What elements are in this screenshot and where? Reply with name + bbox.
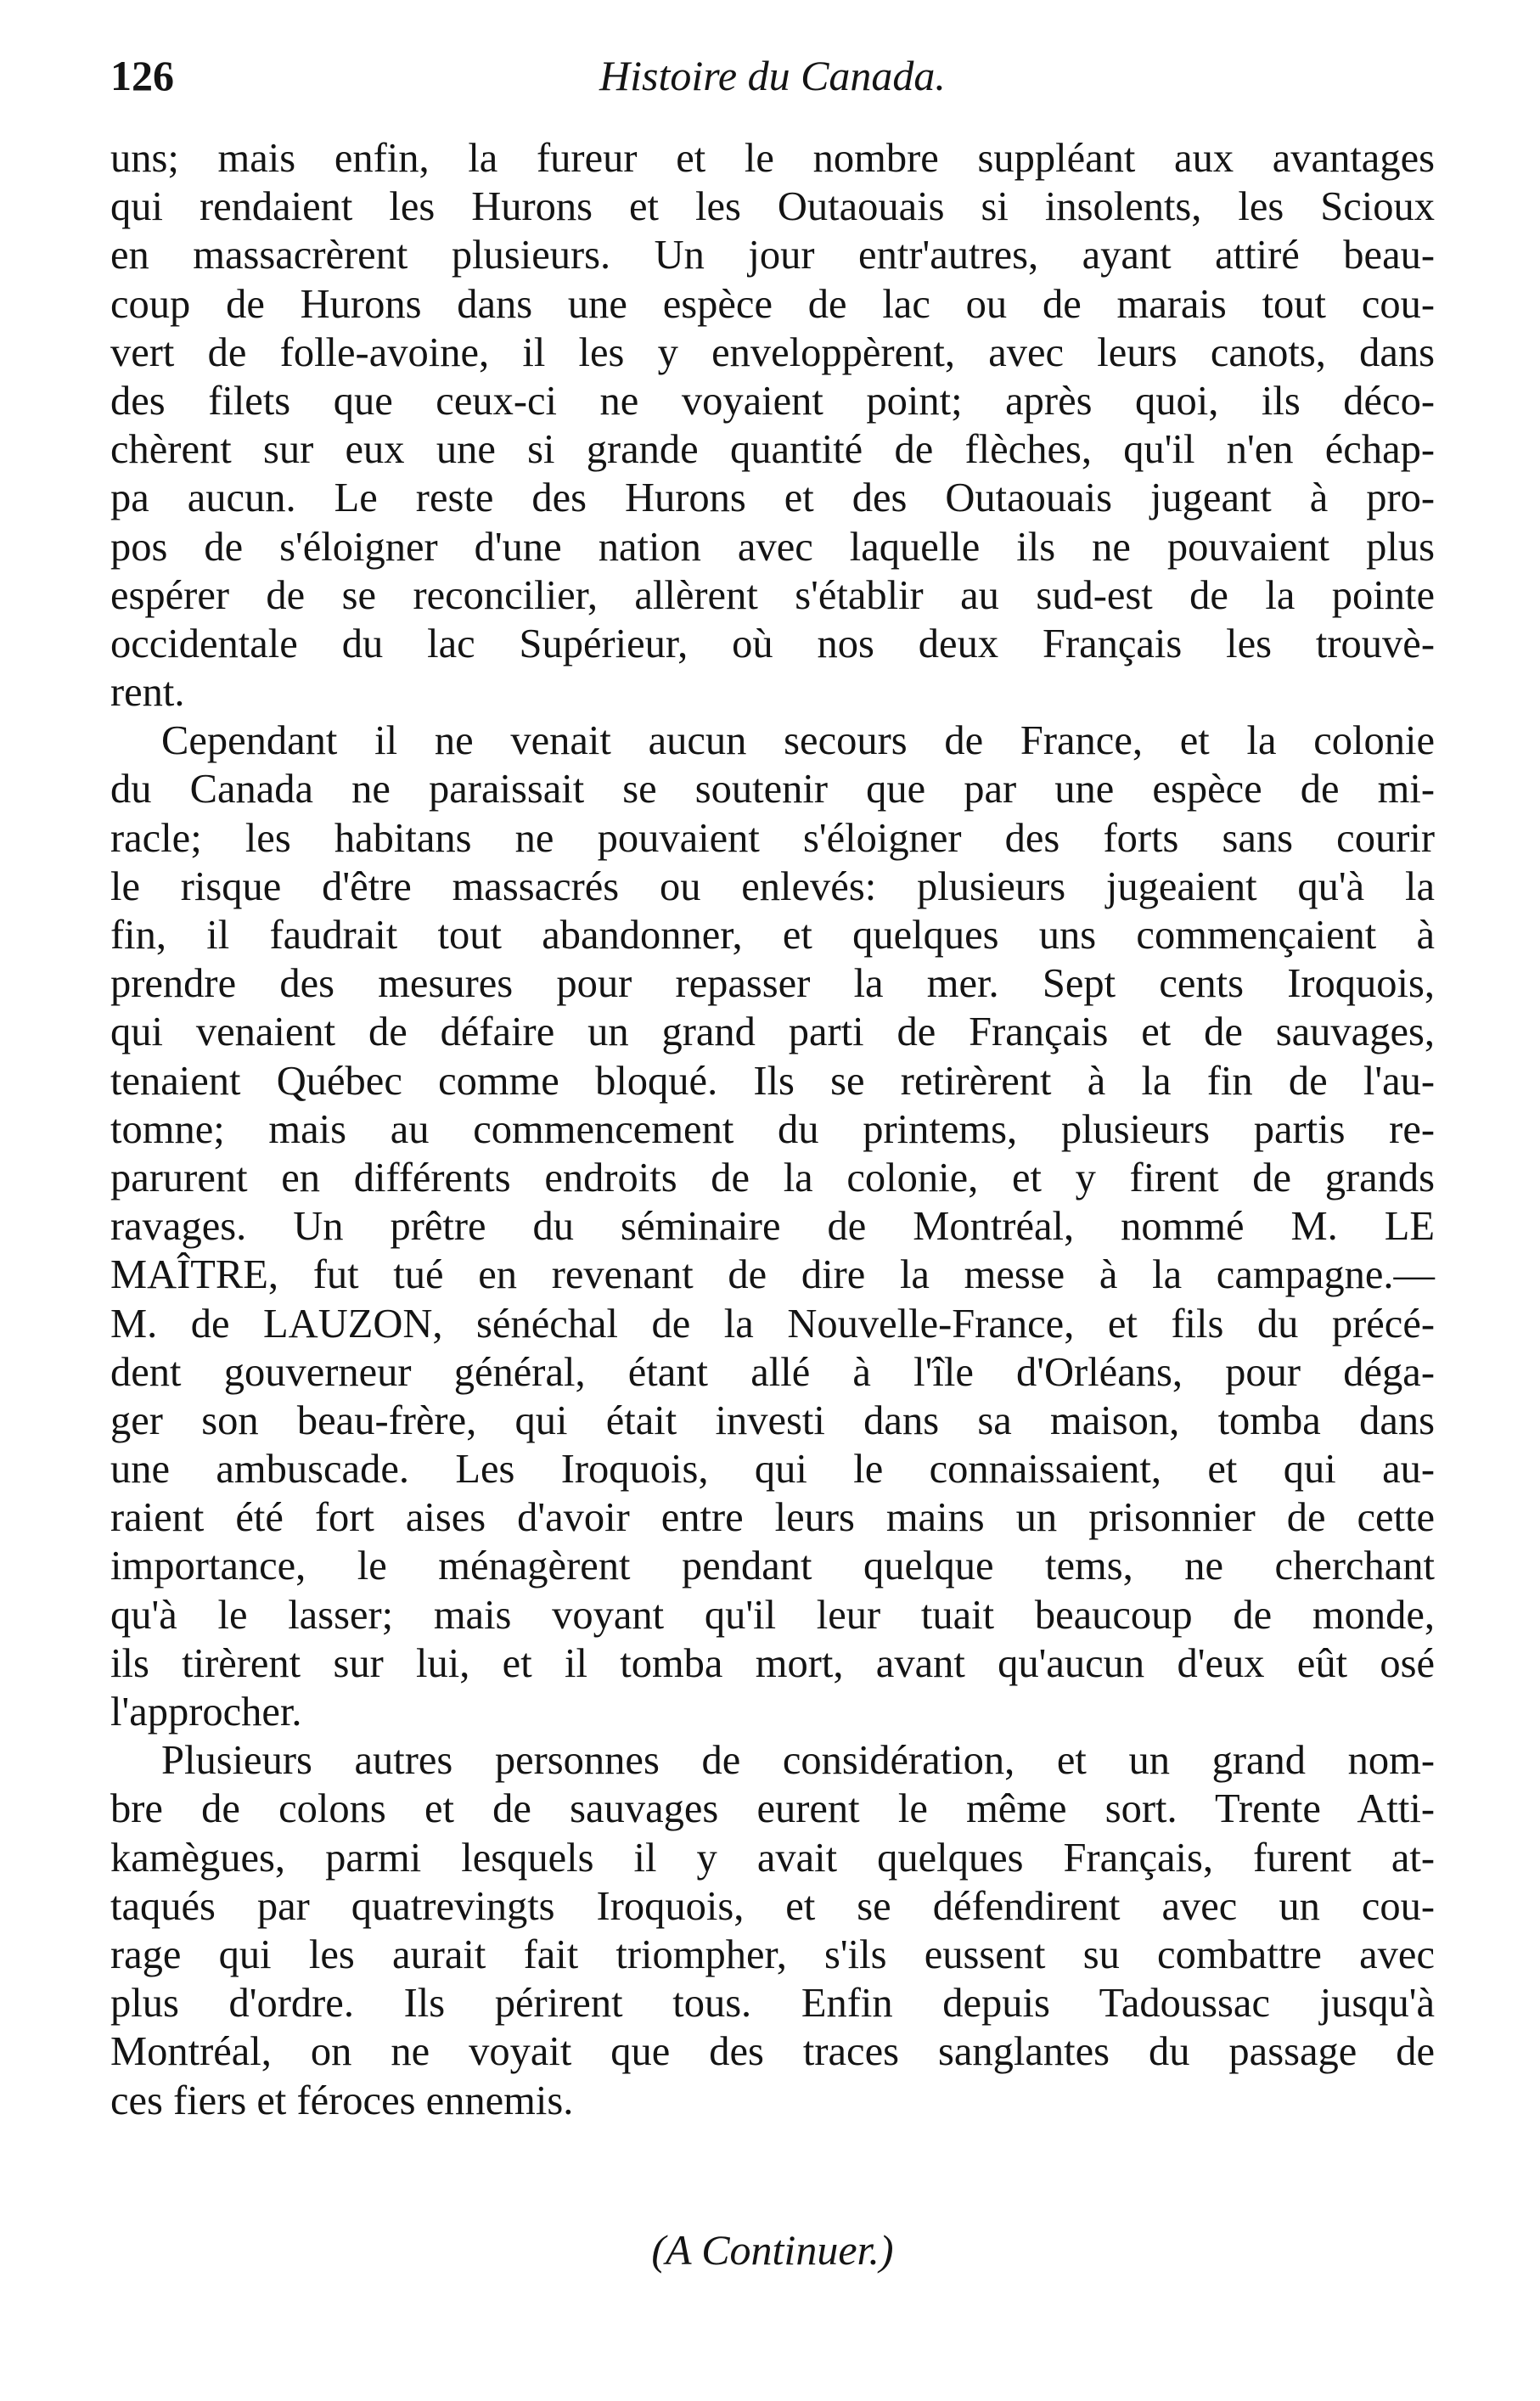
body-text [110, 134, 1435, 2125]
text-line: bre de colons et de sauvages eurent le même sort. Trente Atti- [110, 1786, 1435, 1832]
text-line: pos de s'éloigner d'une nation avec laquelle ils ne pouvaient plus [110, 524, 1435, 570]
text-line: dent gouverneur général, étant allé à l'île d'Orléans, pour déga- [110, 1349, 1435, 1395]
text-line: rent. [110, 670, 185, 716]
text-line: prendre des mesures pour repasser la mer. Sept cents Iroquois, [110, 961, 1435, 1007]
text-line: Cependant il ne venait aucun secours de France, et la colonie [161, 718, 1435, 764]
text-line: occidentale du lac Supérieur, où nos deux Français les trouvè- [110, 621, 1435, 666]
text-line: pa aucun. Le reste des Hurons et des Outaouais jugeant à pro- [110, 475, 1435, 521]
text-line: chèrent sur eux une si grande quantité de flèches, qu'il n'en échap- [110, 427, 1435, 473]
text-line: ils tirèrent sur lui, et il tomba mort, avant qu'aucun d'eux eût osé [110, 1640, 1435, 1686]
text-line: une ambuscade. Les Iroquois, qui le connaissaient, et qui au- [110, 1447, 1435, 1493]
text-line: vert de folle-avoine, il les y enveloppèrent, avec leurs canots, dans [110, 329, 1435, 375]
text-line: plus d'ordre. Ils périrent tous. Enfin depuis Tadoussac jusqu'à [110, 1981, 1435, 2027]
text-line: espérer de se reconcilier, allèrent s'établir au sud-est de la pointe [110, 572, 1435, 618]
text-line: ravages. Un prêtre du séminaire de Montréal, nommé M. LE [110, 1204, 1435, 1250]
text-line: des filets que ceux-ci ne voyaient point; après quoi, ils déco- [110, 378, 1435, 424]
text-line: le risque d'être massacrés ou enlevés: plusieurs jugeaient qu'à la [110, 863, 1435, 909]
text-line: du Canada ne paraissait se soutenir que par une espèce de mi- [110, 767, 1435, 813]
text-line: MAÎTRE, fut tué en revenant de dire la messe à la campagne.— [110, 1252, 1435, 1298]
text-line: en massacrèrent plusieurs. Un jour entr'autres, ayant attiré beau- [110, 233, 1435, 278]
text-line: ger son beau-frère, qui était investi dans sa maison, tomba dans [110, 1397, 1435, 1443]
text-line: tomne; mais au commencement du printems, plusieurs partis re- [110, 1106, 1435, 1152]
page-number: 126 [110, 52, 174, 99]
text-line: parurent en différents endroits de la colonie, et y firent de grands [110, 1155, 1435, 1200]
text-line: ces fiers et féroces ennemis. [110, 2078, 574, 2123]
text-line: Montréal, on ne voyait que des traces sanglantes du passage de [110, 2029, 1435, 2075]
text-line: taqués par quatrevingts Iroquois, et se défendirent avec un cou- [110, 1883, 1435, 1929]
text-line: qui rendaient les Hurons et les Outaouais si insolents, les Scioux [110, 184, 1435, 230]
text-line: rage qui les aurait fait triompher, s'ils eussent su combattre avec [110, 1931, 1435, 1977]
text-line: qu'à le lasser; mais voyant qu'il leur tuait beaucoup de monde, [110, 1592, 1435, 1638]
running-head [110, 51, 1435, 119]
text-line: importance, le ménagèrent pendant quelque tems, ne cherchant [110, 1544, 1435, 1589]
text-line: qui venaient de défaire un grand parti de Français et de sauvages, [110, 1009, 1435, 1055]
text-line: tenaient Québec comme bloqué. Ils se retirèrent à la fin de l'au- [110, 1058, 1435, 1104]
paragraph-1 [110, 134, 1435, 717]
text-line: racle; les habitans ne pouvaient s'éloigner des forts sans courir [110, 815, 1435, 861]
text-line: fin, il faudrait tout abandonner, et quelques uns commençaient à [110, 913, 1435, 958]
text-line: Plusieurs autres personnes de considération, et un grand nom- [161, 1738, 1435, 1784]
running-title: Histoire du Canada. [599, 52, 946, 99]
text-line: M. de LAUZON, sénéchal de la Nouvelle-France, et fils du précé- [110, 1301, 1435, 1347]
book-page [110, 51, 1435, 2274]
text-line: kamègues, parmi lesquels il y avait quelques Français, furent at- [110, 1835, 1435, 1881]
text-line: raient été fort aises d'avoir entre leurs mains un prisonnier de cette [110, 1495, 1435, 1541]
paragraph-2 [110, 717, 1435, 1736]
continuation-note: (A Continuer.) [651, 2225, 894, 2274]
text-line: coup de Hurons dans une espèce de lac ou de marais tout cou- [110, 281, 1435, 327]
text-line: l'approcher. [110, 1690, 302, 1735]
text-line: uns; mais enfin, la fureur et le nombre suppléant aux avantages [110, 136, 1435, 181]
paragraph-3 [110, 1736, 1435, 2125]
